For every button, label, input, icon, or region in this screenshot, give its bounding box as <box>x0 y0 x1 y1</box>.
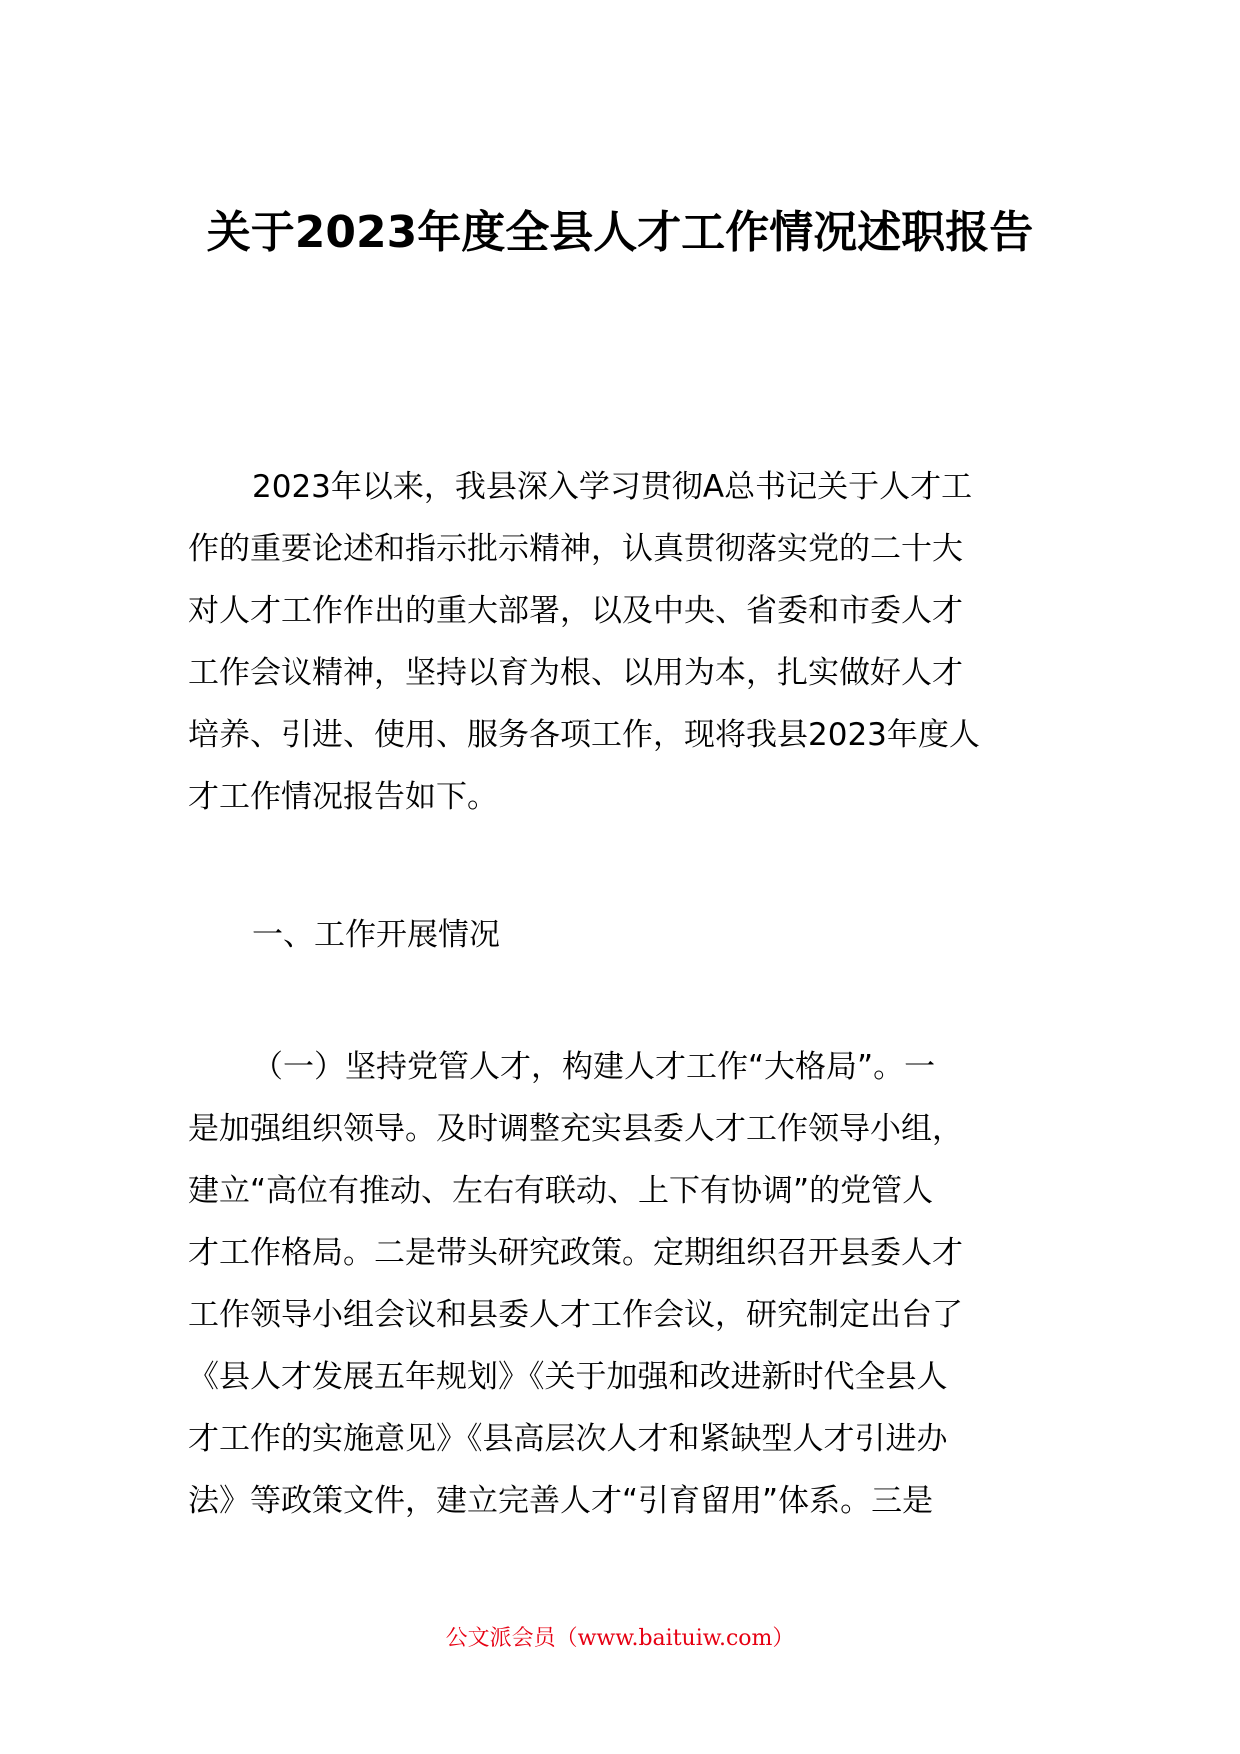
paragraph-line: 2023年以来，我县深入学习贯彻A总书记关于人才工 <box>252 469 973 505</box>
section1-paragraph <box>188 1036 1052 1532</box>
paragraph-line: 法》等政策文件，建立完善人才“引育留用”体系。三是 <box>188 1483 934 1519</box>
section-heading <box>188 904 1052 966</box>
paragraph-line: 工作领导小组会议和县委人才工作会议，研究制定出台了 <box>188 1297 963 1333</box>
paragraph-line: 才工作格局。二是带头研究政策。定期组织召开县委人才 <box>188 1235 963 1271</box>
paragraph-line: 《县人才发展五年规划》《关于加强和改进新时代全县人 <box>188 1359 948 1395</box>
paragraph-line: （一）坚持党管人才，构建人才工作“大格局”。一 <box>252 1049 936 1085</box>
paragraph-line: 培养、引进、使用、服务各项工作，现将我县2023年度人 <box>188 717 980 753</box>
paragraph-line: 才工作情况报告如下。 <box>188 779 498 815</box>
intro-paragraph <box>188 456 1052 828</box>
paragraph-line: 是加强组织领导。及时调整充实县委人才工作领导小组， <box>188 1111 963 1147</box>
paragraph-line: 对人才工作作出的重大部署，以及中央、省委和市委人才 <box>188 593 963 629</box>
document-title: 关于2023年度全县人才工作情况述职报告 <box>206 207 1034 258</box>
footer-watermark-link[interactable]: 公文派会员（www.baituiw.com） <box>445 1626 795 1651</box>
section-heading-text: 一、工作开展情况 <box>252 917 500 953</box>
paragraph-line: 才工作的实施意见》《县高层次人才和紧缺型人才引进办 <box>188 1421 948 1457</box>
paragraph-line: 建立“高位有推动、左右有联动、上下有协调”的党管人 <box>188 1173 934 1209</box>
paragraph-line: 作的重要论述和指示批示精神，认真贯彻落实党的二十大 <box>188 531 963 567</box>
paragraph-line: 工作会议精神，坚持以育为根、以用为本，扎实做好人才 <box>188 655 963 691</box>
